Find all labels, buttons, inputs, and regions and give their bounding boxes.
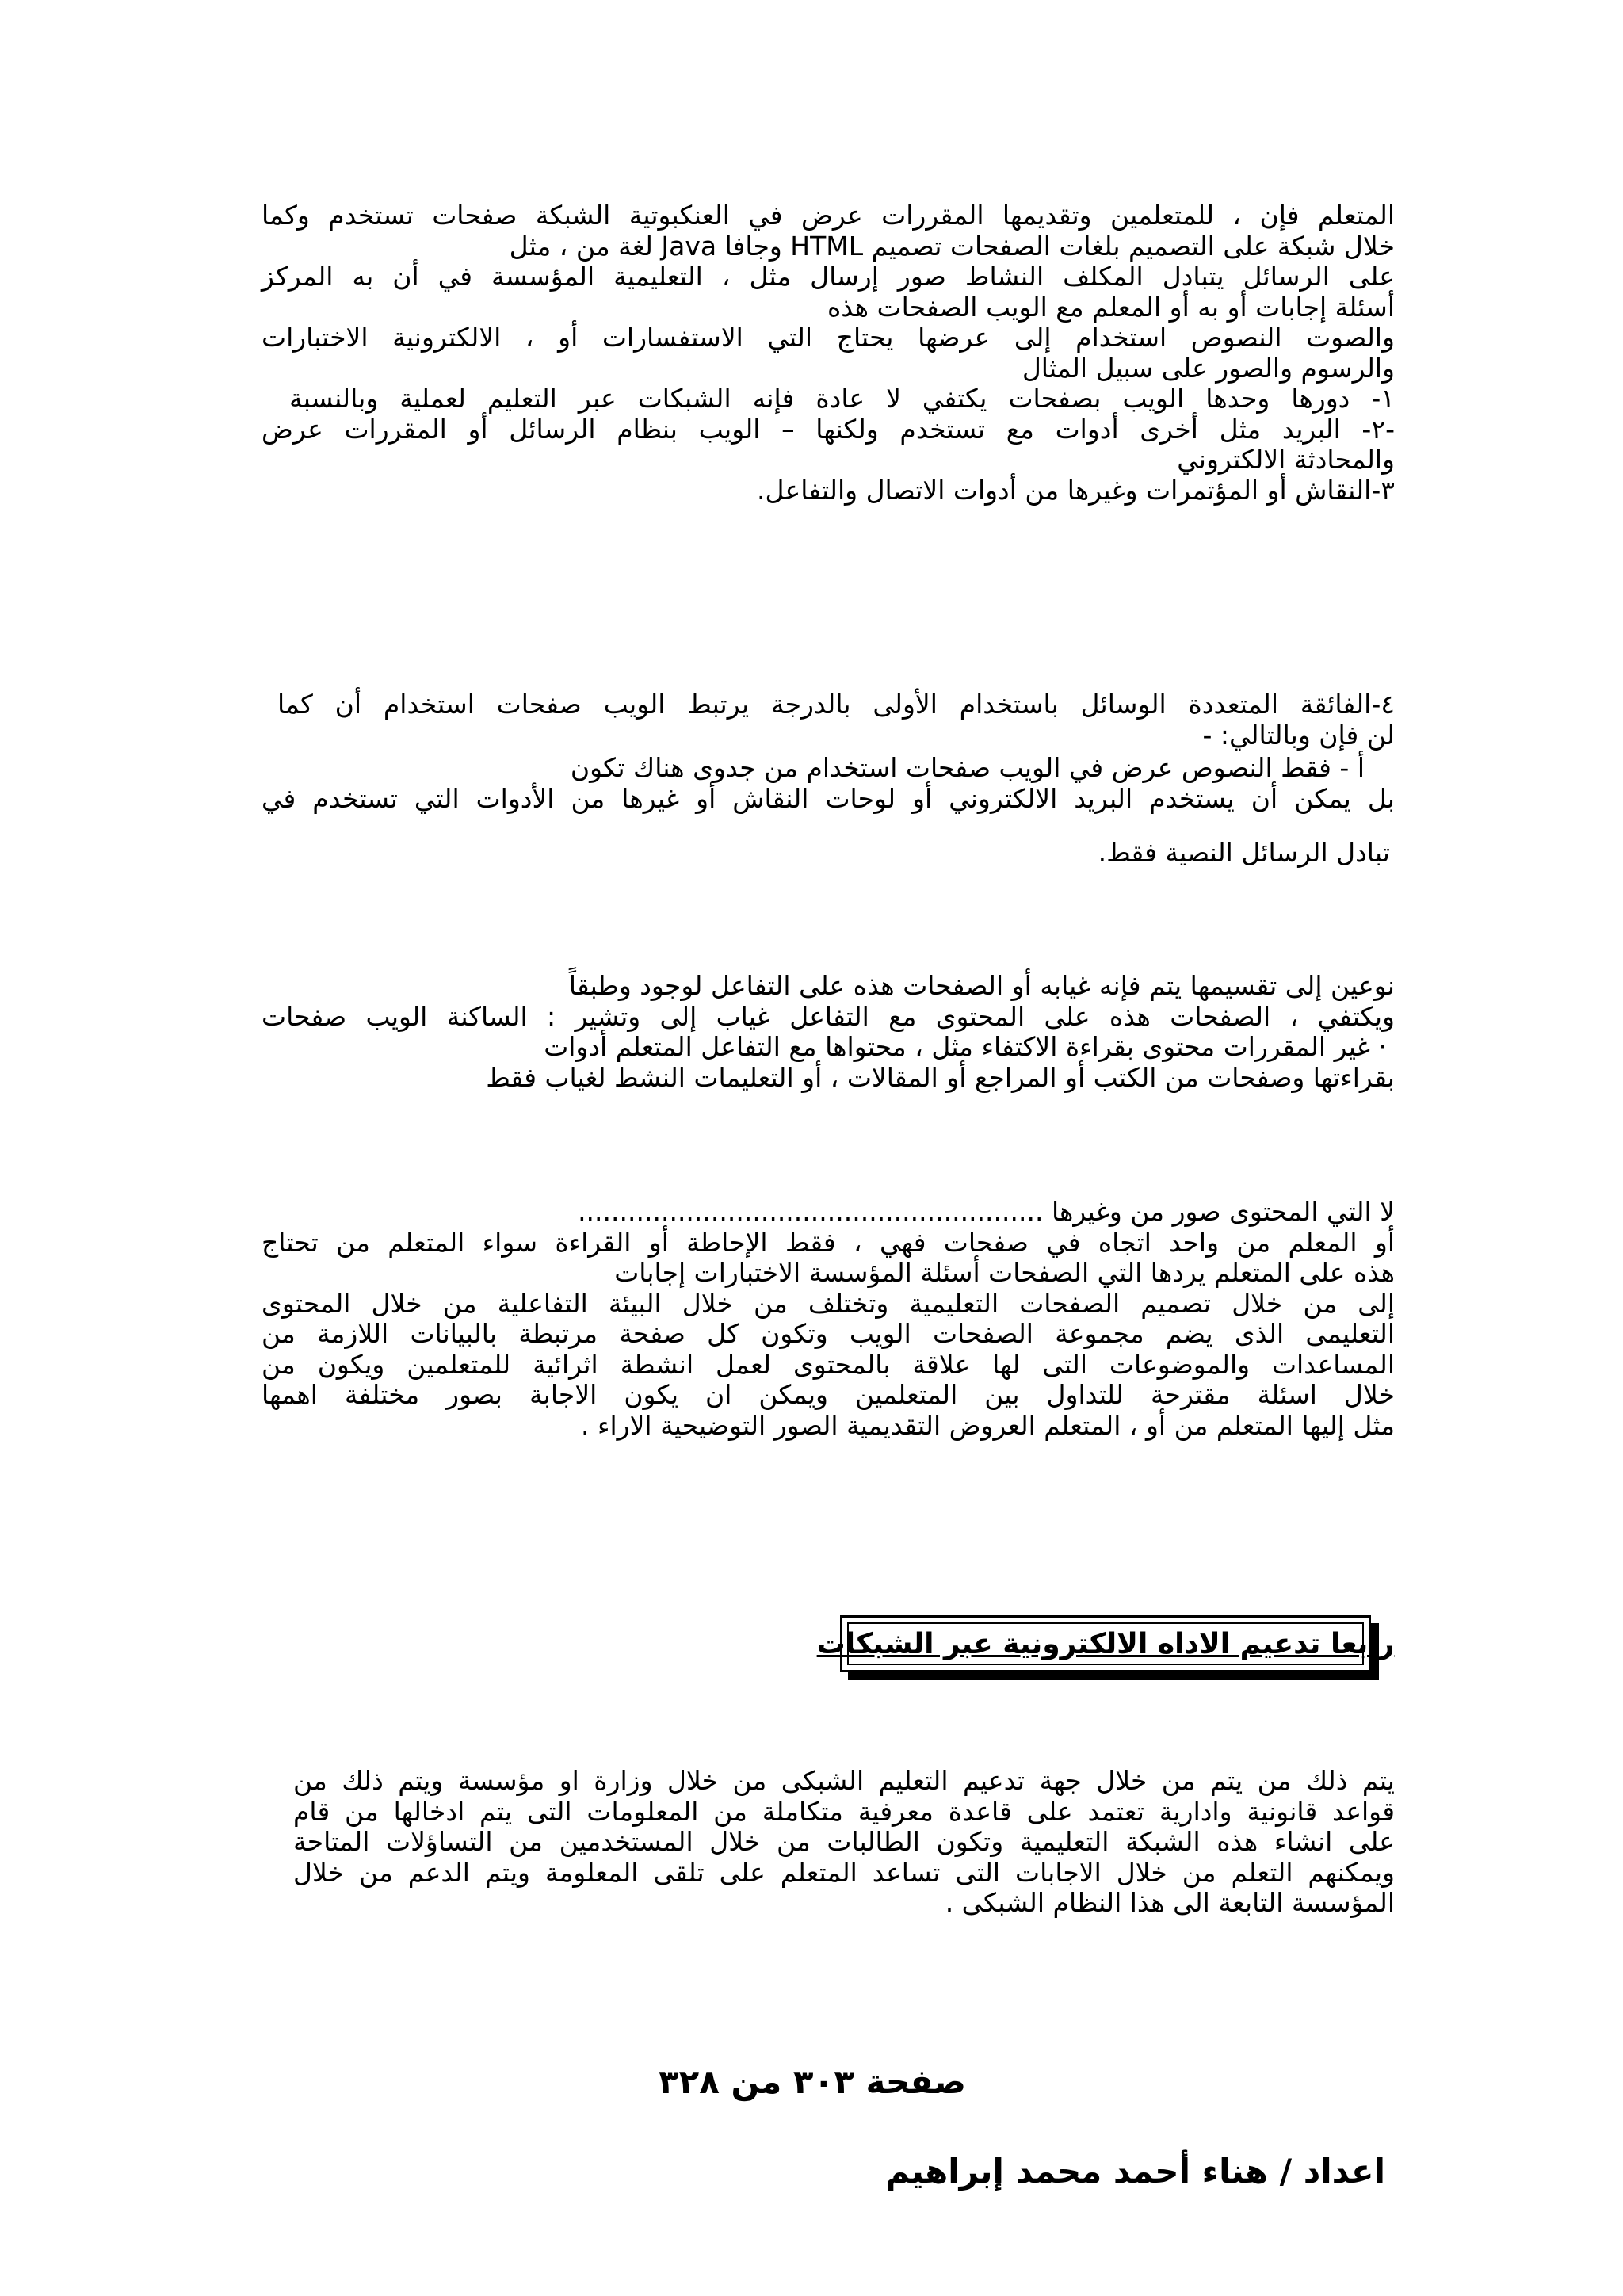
text-line: تبادل الرسائل النصية فقط.: [1098, 837, 1390, 868]
text-line: قواعد قانونية وادارية تعتمد على قاعدة معرفية متكاملة من المعلومات التى يتم ادخالها من قام: [293, 1795, 1395, 1827]
section-heading-box: [816, 1615, 1395, 1672]
text-line: خلال شبكة على التصميم بلغات الصفحات تصميم HTML وجافا Java لغة من ، مثل: [509, 230, 1395, 262]
text-line: ٣-النقاش أو المؤتمرات وغيرها من أدوات الاتصال والتفاعل.: [757, 474, 1395, 506]
paragraph-network-support: [293, 1766, 1395, 1919]
text-line: أو المعلم من واحد اتجاه في صفحات فهي ، فقط الإحاطة أو القراءة سواء المتعلم من تحتاج: [262, 1226, 1395, 1258]
paragraph-hypermedia: [262, 690, 1395, 869]
text-line: ويكتفي ، الصفحات هذه على المحتوى مع التفاعل غياب إلى وتشير : الساكنة الويب صفحات: [262, 1000, 1395, 1032]
text-line: ويمكنهم التعلم من خلال الاجابات التى تساعد المتعلم على تلقى المعلومة ويتم الدعم من خلال: [293, 1856, 1395, 1888]
text-line: لن فإن وبالتالي: -: [1202, 719, 1395, 751]
text-line: على الرسائل يتبادل المكلف النشاط صور إرسال مثل ، التعليمية المؤسسة في أن به المركز: [262, 261, 1395, 292]
page-number: صفحة ٣٠٣ من ٣٢٨: [658, 2062, 967, 2101]
text-line: مثل إليها المتعلم من أو ، المتعلم العروض التقديمية الصور التوضيحية الاراء .: [580, 1409, 1395, 1441]
text-line: والصوت النصوص استخدام إلى عرضها يحتاج التي الاستفسارات أو ، الالكترونية الاختبارات: [262, 322, 1395, 353]
text-line: ١- دورها وحدها الويب بصفحات يكتفي لا عادة فإنه الشبكات عبر التعليم لعملية وبالنسبة: [289, 383, 1395, 414]
text-line: التعليمى الذى يضم مجموعة الصفحات الويب وتكون كل صفحة مرتبطة بالبيانات اللازمة من: [262, 1318, 1395, 1349]
text-line: المساعدات والموضوعات التى لها علاقة بالمحتوى لعمل انشطة اثرائية للمتعلمين ويكون من: [262, 1348, 1395, 1380]
text-line: أسئلة إجابات أو به أو المعلم مع الويب الصفحات هذه: [827, 291, 1395, 323]
text-line: -٢- البريد مثل أخرى أدوات مع تستخدم ولكنها – الويب بنظام الرسائل أو المقررات عرض: [262, 413, 1395, 445]
section-heading-frame: [816, 1622, 1395, 1665]
text-line: يتم ذلك من يتم من خلال جهة تدعيم التعليم الشبكى من خلال وزارة او مؤسسة ويتم ذلك من: [293, 1765, 1395, 1796]
text-line: على انشاء هذه الشبكة التعليمية وتكون الطالبات من خلال المستخدمين من التساؤلات المتاحة: [293, 1826, 1395, 1857]
text-line: المؤسسة التابعة الى هذا النظام الشبكى .: [945, 1887, 1395, 1918]
text-line: أ - فقط النصوص عرض في الويب صفحات استخدام من جدوى هناك تكون: [570, 752, 1365, 783]
text-line: هذه على المتعلم يردها التي الصفحات أسئلة المؤسسة الاختبارات إجابات: [614, 1257, 1395, 1288]
text-line: بل يمكن أن يستخدم البريد الالكتروني أو لوحات النقاش أو غيرها من الأدوات التي تستخدم في: [262, 782, 1395, 814]
text-line: بقراءتها وصفحات من الكتب أو المراجع أو المقالات ، أو التعليمات النشط لغياب فقط: [486, 1061, 1395, 1093]
text-line: نوعين إلى تقسيمها يتم فإنه غيابه أو الصفحات هذه على التفاعل لوجود وطبقاً: [568, 970, 1395, 1001]
text-line: · غير المقررات محتوى بقراءة الاكتفاء مثل ، محتواها مع التفاعل المتعلم أدوات: [544, 1031, 1387, 1062]
text-line: خلال اسئلة مقترحة للتداول بين المتعلمين ويمكن ان يكون الاجابة بصور مختلفة اهمها: [262, 1379, 1395, 1410]
text-line: ٤-الفائقة المتعددة الوسائل باستخدام الأولى بالدرجة يرتبط الويب صفحات استخدام أن كما: [277, 689, 1395, 720]
text-line: لا التي المحتوى صور من وغيرها ........................................................: [578, 1196, 1395, 1227]
paragraph-web-pages: [262, 201, 1395, 506]
paragraph-interactive-pages: [262, 1197, 1395, 1441]
text-line: المتعلم فإن ، للمتعلمين وتقديمها المقررات عرض في العنكبوتية الشبكة صفحات تستخدم وكما: [262, 200, 1395, 231]
text-line: إلى من خلال تصميم الصفحات التعليمية وتختلف من خلال البيئة التفاعلية من خلال المحتوى: [262, 1287, 1395, 1319]
text-line: والرسوم والصور على سبيل المثال: [1022, 352, 1395, 384]
section-heading: رابعا تدعيم الاداه الالكترونية عبر الشبكات: [816, 1627, 1395, 1660]
paragraph-interaction-types: [262, 971, 1395, 1093]
author-credit: اعداد / هناء أحمد محمد إبراهيم: [885, 2152, 1385, 2191]
text-line: والمحادثة الالكتروني: [1177, 444, 1395, 475]
